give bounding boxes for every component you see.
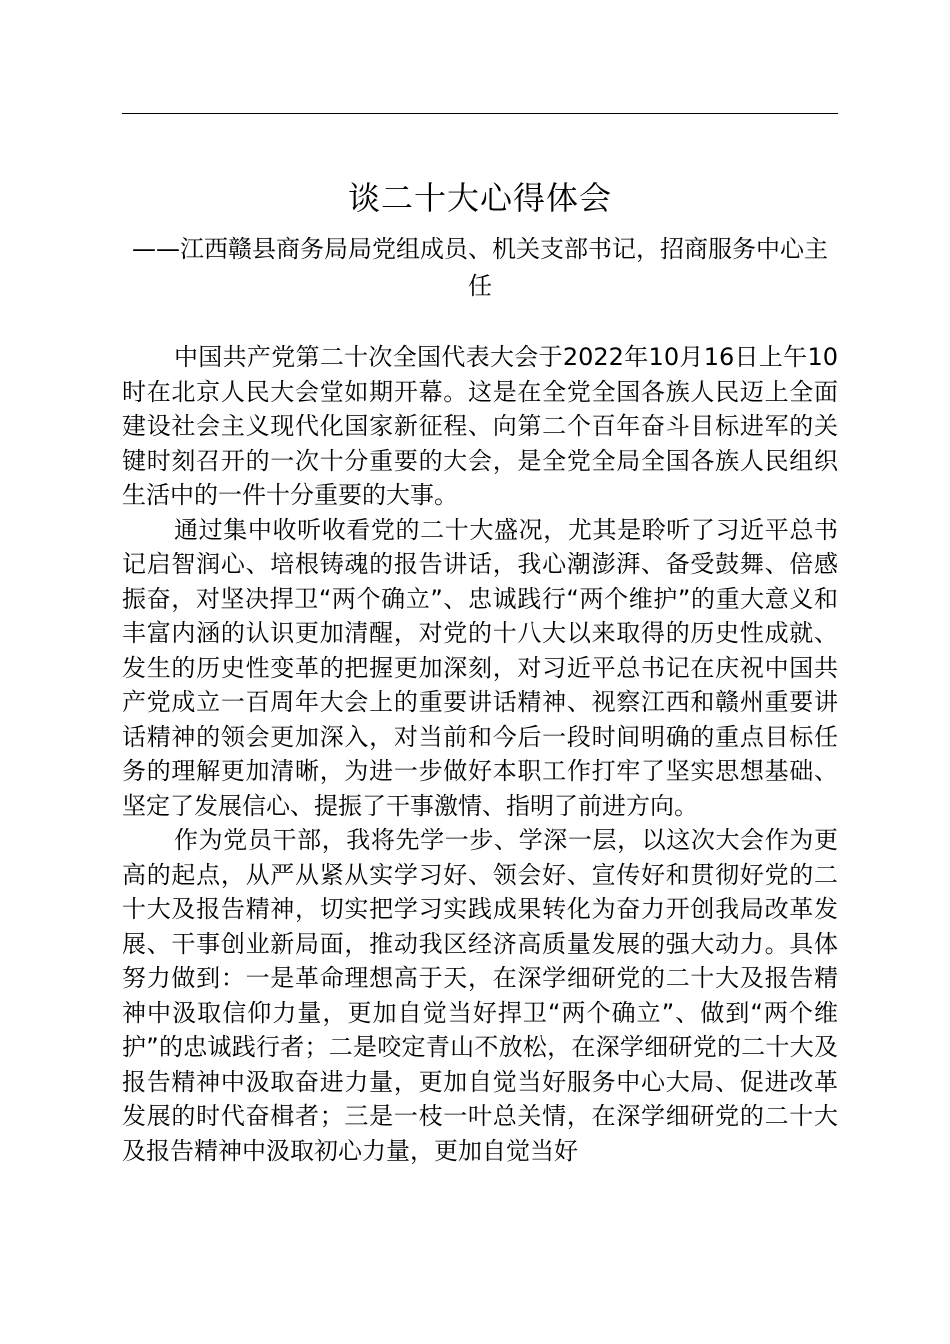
document-body [122, 340, 838, 1168]
header-rule [122, 113, 838, 114]
paragraph-1: 中国共产党第二十次全国代表大会于2022年10月16日上午10时在北京人民大会堂如期开幕。这是在全党全国各族人民迈上全面建设社会主义现代化国家新征程、向第二个百年奋斗目标进军的关键时刻召开的一次十分重要的大会，是全党全局全国各族人民组织生活中的一件十分重要的大事。 [122, 343, 838, 509]
document-title: 谈二十大心得体会 [347, 179, 612, 217]
paragraph-3: 作为党员干部，我将先学一步、学深一层，以这次大会作为更高的起点，从严从紧从实学习好、领会好、宣传好和贯彻好党的二十大及报告精神，切实把学习实践成果转化为奋力开创我局改革发展、干事创业新局面，推动我区经济高质量发展的强大动力。具体努力做到：一是革命理想高于天，在深学细研党的二十大及报告精神中汲取信仰力量，更加自觉当好捍卫“两个确立”、做到“两个维护”的忠诚践行者；二是咬定青山不放松，在深学细研党的二十大及报告精神中汲取奋进力量，更加自觉当好服务中心大局、促进改革发展的时代奋楫者；三是一枝一叶总关情，在深学细研党的二十大及报告精神中汲取初心力量，更加自觉当好 [122, 826, 838, 1165]
paragraph-2: 通过集中收听收看党的二十大盛况，尤其是聆听了习近平总书记启智润心、培根铸魂的报告讲话，我心潮澎湃、备受鼓舞、倍感振奋，对坚决捍卫“两个确立”、忠诚践行“两个维护”的重大意义和丰富内涵的认识更加清醒，对党的十八大以来取得的历史性成就、发生的历史性变革的把握更加深刻，对习近平总书记在庆祝中国共产党成立一百周年大会上的重要讲话精神、视察江西和赣州重要讲话精神的领会更加深入，对当前和今后一段时间明确的重点目标任务的理解更加清晰，为进一步做好本职工作打牢了坚实思想基础、坚定了发展信心、提振了干事激情、指明了前进方向。 [122, 515, 838, 820]
document-subtitle: ——江西赣县商务局局党组成员、机关支部书记，招商服务中心主任 [132, 235, 828, 300]
